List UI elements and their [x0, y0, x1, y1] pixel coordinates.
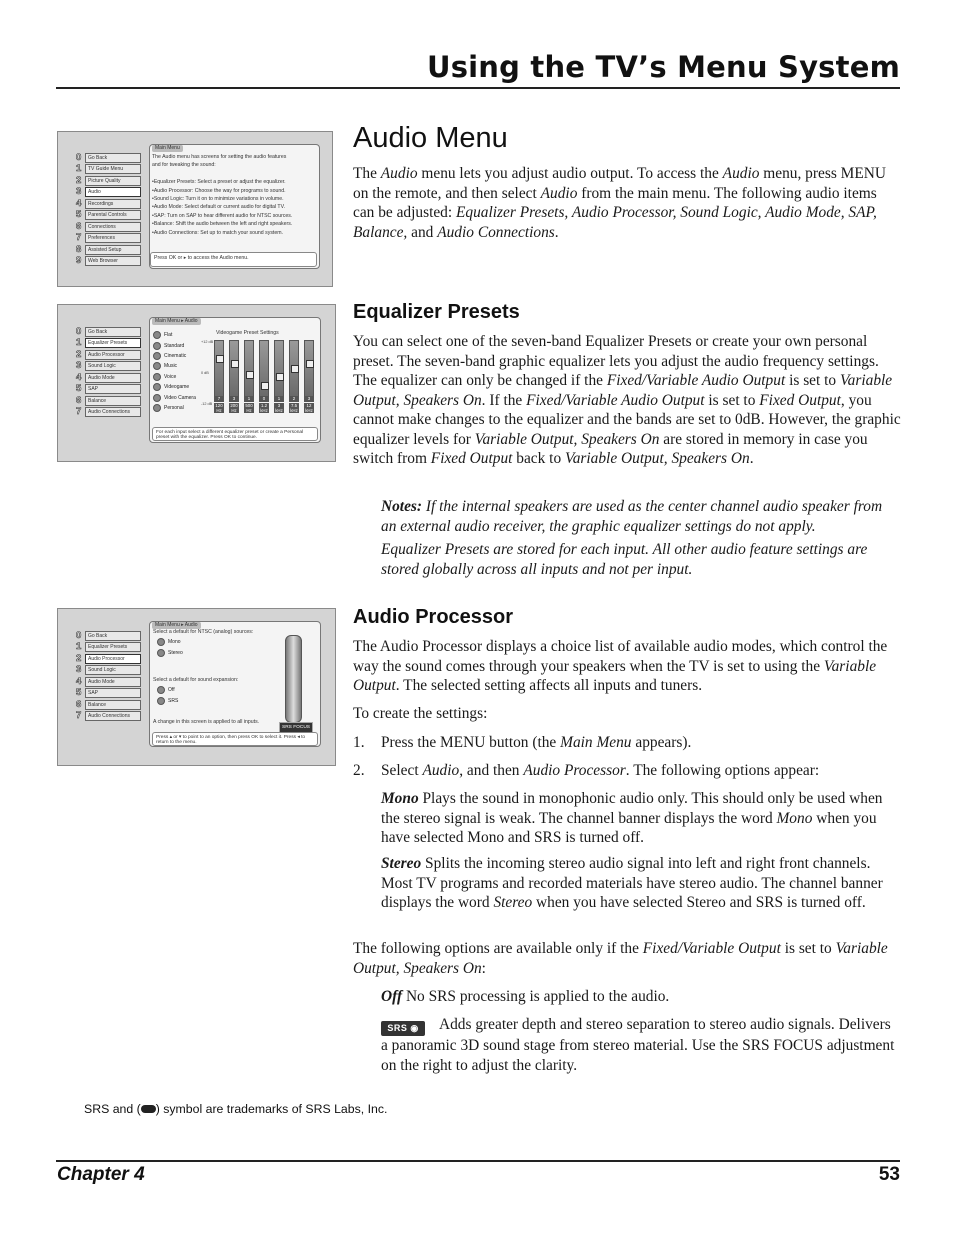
menu-item-number: 6	[76, 394, 82, 406]
main-menu-sidebar	[76, 152, 141, 267]
equalizer-screenshot	[57, 304, 336, 462]
text-run: Variable Output	[353, 657, 877, 694]
radio-icon	[153, 394, 161, 402]
description-line: The Audio menu has screens for setting the audio features	[152, 154, 287, 160]
menu-item-label: Audio Mode	[85, 677, 141, 687]
radio-option[interactable]	[153, 351, 196, 361]
menu-item-label: Parental Controls	[85, 210, 141, 220]
menu-item[interactable]	[76, 642, 141, 654]
menu-item-label: Sound Logic	[85, 665, 141, 675]
off-option	[381, 987, 901, 1007]
description-line	[152, 170, 317, 178]
menu-item-label: Audio Processor	[85, 654, 141, 664]
srs-symbol-icon	[141, 1105, 156, 1113]
audio-menu-heading: Audio Menu	[353, 122, 508, 154]
menu-item-label: Go Back	[85, 153, 141, 163]
menu-item-number: 5	[76, 687, 82, 699]
off-text: No SRS processing is applied to the audio.	[402, 988, 670, 1005]
eq-band-frequency: 3 kHz	[275, 403, 283, 413]
eq-band-slider[interactable]	[214, 340, 224, 402]
description-line: •Equalizer Presets: Select a preset or adjust the equalizer.	[152, 179, 286, 186]
description-line: •Audio Connections: Set up to match your sound system.	[152, 229, 283, 236]
menu-item-label: Connections	[85, 222, 141, 232]
text-run: Fixed/Variable Output	[642, 940, 781, 957]
description-line: •Audio Mode: Select default or current audio for digital TV.	[152, 204, 286, 211]
menu-item-label: Equalizer Presets	[85, 338, 141, 348]
note-1-text: If the internal speakers are used as the center channel audio speaker from an external audio receiver, the graphic equalizer settings do not apply.	[381, 498, 883, 535]
main-menu-screenshot	[57, 131, 333, 287]
radio-option[interactable]	[153, 361, 196, 371]
menu-item[interactable]	[76, 653, 141, 665]
audio-menu-intro	[353, 164, 901, 242]
text-run: when you have selected Stereo and SRS is turned off.	[532, 894, 866, 911]
text-run: back to	[512, 450, 566, 467]
eq-band-knob	[291, 365, 299, 373]
eq-band-knob	[261, 382, 269, 390]
eq-band-knob	[246, 371, 254, 379]
menu-item-number: 5	[76, 209, 82, 221]
menu-item-label: Balance	[85, 396, 141, 406]
text-run: Variable Output, Speakers On	[474, 430, 660, 448]
page-header-title: Using the TV’s Menu System	[426, 50, 900, 84]
radio-label: Stereo	[168, 649, 183, 656]
radio-label: Personal	[164, 404, 184, 411]
stereo-label: Stereo	[381, 855, 422, 872]
radio-option[interactable]	[157, 695, 178, 705]
db-label: +12 dB	[201, 340, 214, 344]
menu-item-label: Balance	[85, 700, 141, 710]
equalizer-note-1	[381, 497, 901, 536]
menu-item-label: Web Browser	[85, 256, 141, 266]
equalizer-preset-list	[153, 330, 196, 413]
menu-item-number: 6	[76, 698, 82, 710]
text-run: Variable Output, Speakers On	[353, 372, 893, 409]
chapter-label: Chapter 4	[57, 1164, 145, 1185]
menu-item[interactable]	[76, 372, 141, 384]
radio-label: Standard	[164, 342, 185, 349]
menu-item-number: 4	[76, 675, 82, 687]
menu-item-number: 2	[76, 652, 82, 664]
eq-band-frequency: 120 Hz	[215, 403, 223, 413]
menu-item-number: 0	[76, 151, 82, 163]
menu-item[interactable]	[76, 665, 141, 677]
radio-option[interactable]	[153, 392, 196, 402]
menu-item[interactable]	[76, 326, 141, 338]
menu-item[interactable]	[76, 175, 141, 187]
menu-item-label: Recordings	[85, 199, 141, 209]
eq-band-frequency: 12 kHz	[305, 403, 313, 413]
menu-item-label: Equalizer Presets	[85, 642, 141, 652]
menu-item-label: Audio Connections	[85, 407, 141, 417]
srs-focus-slider[interactable]	[285, 635, 302, 723]
eq-band-slider[interactable]	[244, 340, 254, 402]
menu-item-number: 1	[76, 163, 82, 175]
menu-item-label: Go Back	[85, 327, 141, 337]
eq-band-frequency: 7.5 kHz	[290, 403, 298, 413]
expansion-options	[157, 685, 178, 706]
text-run: , you cannot make changes to the equalizer and the bands are set to 0dB. However, the graphic equalizer levels for	[353, 391, 901, 448]
text-run: Audio Connections	[437, 223, 555, 241]
eq-band-slider[interactable]	[229, 340, 239, 402]
menu-item[interactable]	[76, 338, 141, 350]
off-label: Off	[381, 988, 403, 1005]
menu-item-number: 0	[76, 629, 82, 641]
equalizer-paragraph	[353, 332, 901, 469]
eq-band-value: 7	[214, 396, 224, 402]
audio-processor-window	[149, 621, 321, 747]
menu-item-number: 5	[76, 383, 82, 395]
audio-processor-heading: Audio Processor	[353, 606, 514, 628]
text-run: You can select one of the seven-band Equalizer Presets or create your own personal preset. The seven-band graphic equalizer lets you adjust the audio frequency settings. The equalizer can only be changed if the	[353, 333, 879, 389]
step-1-number: 1.	[353, 734, 365, 751]
srs-focus-label: SRS FOCUS	[279, 722, 313, 734]
eq-band-knob	[276, 373, 284, 381]
menu-item-label: Assisted Setup	[85, 245, 141, 255]
radio-label: Videogame	[164, 384, 190, 391]
menu-item[interactable]	[76, 164, 141, 176]
menu-item-number: 9	[76, 255, 82, 267]
description-line: •Sound Logic: Turn it on to minimize variations in volume.	[152, 196, 284, 203]
step-1	[353, 733, 901, 753]
equalizer-panel-title: Videogame Preset Settings	[216, 330, 279, 336]
menu-item[interactable]	[76, 688, 141, 700]
radio-option[interactable]	[157, 685, 178, 695]
radio-label: Flat	[164, 332, 173, 339]
text-run: Fixed/Variable Audio Output	[526, 391, 705, 409]
radio-option[interactable]	[157, 637, 183, 647]
eq-band-frequency: 1.2 kHz	[260, 403, 268, 413]
menu-item[interactable]	[76, 407, 141, 419]
radio-icon	[153, 342, 161, 350]
eq-band-value: 3	[304, 396, 314, 402]
text-run: is set to	[780, 940, 836, 957]
radio-option[interactable]	[153, 372, 196, 382]
menu-item[interactable]	[76, 384, 141, 396]
main-menu-footer: Press OK or ▸ to access the Audio menu.	[150, 252, 317, 267]
eq-band-value: 1	[244, 396, 254, 402]
radio-icon	[153, 383, 161, 391]
ntsc-options	[157, 637, 183, 658]
equalizer-sidebar	[76, 326, 141, 418]
eq-band-slider[interactable]	[304, 340, 314, 402]
text-run: appears).	[631, 734, 692, 751]
menu-item[interactable]	[76, 244, 141, 256]
text-run: are stored in memory in case you switch from	[353, 430, 868, 467]
menu-item-number: 2	[76, 174, 82, 186]
srs-logo-icon: SRS ◉	[381, 1021, 425, 1036]
radio-label: Video Camera	[164, 394, 196, 401]
eq-band-slider[interactable]	[289, 340, 299, 402]
menu-item-number: 3	[76, 664, 82, 676]
text-run: The	[353, 165, 381, 182]
radio-icon	[157, 638, 165, 646]
expansion-label: Select a default for sound expansion:	[153, 677, 239, 683]
text-run: Fixed Output	[759, 391, 841, 409]
trademark-note: SRS and ( ) symbol are trademarks of SRS Labs, Inc.	[84, 1102, 388, 1116]
text-run: . The following options appear:	[625, 762, 820, 779]
menu-item-label: Audio	[85, 187, 141, 197]
menu-item-number: 4	[76, 197, 82, 209]
text-run: Audio	[722, 165, 760, 182]
menu-item-label: Preferences	[85, 233, 141, 243]
eq-band-knob	[216, 355, 224, 363]
applied-note: A change in this screen is applied to all inputs.	[153, 719, 260, 725]
radio-icon	[153, 362, 161, 370]
srs-text: Adds greater depth and stereo separation to stereo audio signals. Delivers a panoramic 3D sound stage from stereo material. Use the SRS FOCUS adjustment on the right to adjust the clarity.	[381, 1016, 895, 1074]
text-run: Audio	[380, 165, 418, 182]
main-menu-description	[152, 153, 317, 237]
radio-label: Off	[168, 687, 175, 694]
menu-item[interactable]	[76, 256, 141, 268]
text-run: The following options are available only if the	[353, 940, 643, 957]
menu-item[interactable]	[76, 630, 141, 642]
menu-item-label: Picture Quality	[85, 176, 141, 186]
menu-item[interactable]	[76, 152, 141, 164]
main-menu-window	[149, 144, 320, 269]
step-2	[353, 761, 901, 781]
radio-label: Mono	[168, 639, 181, 646]
equalizer-heading: Equalizer Presets	[353, 301, 520, 323]
create-settings-text: To create the settings:	[353, 705, 488, 722]
radio-label: SRS	[168, 697, 179, 704]
menu-item-number: 7	[76, 232, 82, 244]
menu-item-label: SAP	[85, 688, 141, 698]
text-run: , and then	[459, 762, 524, 779]
eq-band-slider[interactable]	[259, 340, 269, 402]
menu-item-label: SAP	[85, 384, 141, 394]
menu-item-number: 3	[76, 186, 82, 198]
menu-item-number: 0	[76, 325, 82, 337]
text-run: . The selected setting affects all inputs and tuners.	[395, 677, 703, 694]
menu-item[interactable]	[76, 210, 141, 222]
text-run: menu lets you adjust audio output. To access the	[417, 165, 723, 182]
text-run: Audio Processor	[523, 762, 626, 779]
text-run: Variable Output, Speakers On	[565, 450, 750, 467]
radio-label: Music	[164, 363, 178, 370]
srs-option	[381, 1015, 901, 1075]
radio-option[interactable]	[153, 382, 196, 392]
db-label: -12 dB	[201, 402, 213, 406]
menu-item-number: 3	[76, 360, 82, 372]
equalizer-window	[149, 317, 321, 443]
menu-item[interactable]	[76, 198, 141, 210]
menu-item-number: 1	[76, 337, 82, 349]
text-run: Press the MENU button (the	[381, 734, 561, 751]
text-run: is set to	[704, 391, 760, 409]
radio-option[interactable]	[153, 330, 196, 340]
menu-item[interactable]	[76, 361, 141, 373]
menu-item[interactable]	[76, 187, 141, 199]
menu-item-number: 2	[76, 348, 82, 360]
text-run: Equalizer Presets, Audio Processor, Sound Logic, Audio Mode, SAP, Balance,	[353, 204, 877, 241]
mono-option	[381, 789, 901, 848]
radio-icon	[157, 649, 165, 657]
description-line: •Balance: Shift the audio between the left and right speakers.	[152, 221, 293, 228]
radio-option[interactable]	[153, 340, 196, 350]
menu-item-number: 4	[76, 371, 82, 383]
ntsc-label: Select a default for NTSC (analog) sources:	[153, 629, 254, 635]
radio-option[interactable]	[153, 403, 196, 413]
step-2-number: 2.	[353, 762, 365, 779]
radio-icon	[157, 686, 165, 694]
menu-item-label: Sound Logic	[85, 361, 141, 371]
equalizer-footer: For each input select a different equalizer preset or create a Personal preset with the equalizer. Press OK to continue.	[152, 427, 318, 441]
text-run: Main Menu	[560, 734, 632, 751]
stereo-option	[381, 854, 901, 913]
text-run: Stereo	[493, 894, 533, 911]
text-run: Select	[381, 762, 423, 779]
text-run: Plays the sound in monophonic audio only. This should only be used when the stereo signal is weak. The channel banner displays the word	[381, 790, 883, 827]
menu-item[interactable]	[76, 221, 141, 233]
radio-icon	[153, 352, 161, 360]
text-run: Fixed/Variable Audio Output	[606, 372, 786, 389]
text-run: .	[554, 223, 559, 241]
menu-item[interactable]	[76, 349, 141, 361]
text-run: menu, press MENU on the remote, and then select	[353, 165, 886, 202]
audio-processor-sidebar	[76, 630, 141, 722]
text-run: :	[481, 959, 486, 977]
audio-processor-screenshot	[57, 608, 336, 766]
menu-item[interactable]	[76, 233, 141, 245]
eq-band-value: 1	[274, 396, 284, 402]
text-run: from the main menu. The following audio items can be adjusted:	[353, 184, 877, 221]
menu-item-label: Audio Connections	[85, 711, 141, 721]
menu-item-label: Audio Mode	[85, 373, 141, 383]
audio-processor-paragraph	[353, 637, 901, 696]
description-line: and for tweaking the sound:	[152, 162, 216, 169]
text-run: and	[407, 223, 438, 241]
radio-icon	[153, 404, 161, 412]
text-run: Splits the incoming stereo audio signal into left and right front channels. Most TV programs and recorded materials have stereo audio. The channel banner displays the word	[381, 855, 883, 911]
menu-item-number: 7	[76, 406, 82, 418]
eq-band-frequency: 500 Hz	[245, 403, 253, 413]
text-run: Fixed Output	[430, 450, 513, 467]
audio-processor-footer: Press ▴ or ▾ to point to an option, then press OK to select it. Press ◂ to return to the menu.	[152, 732, 318, 746]
menu-item-number: 6	[76, 220, 82, 232]
eq-band-knob	[306, 360, 314, 368]
radio-icon	[153, 331, 161, 339]
eq-band-frequency: 200 Hz	[230, 403, 238, 413]
menu-item-label: Audio Processor	[85, 350, 141, 360]
menu-item[interactable]	[76, 676, 141, 688]
equalizer-window-title: Main Menu ▸ Audio	[152, 318, 201, 325]
footer-rule	[56, 1160, 900, 1162]
description-line: •SAP: Turn on SAP to hear different audio for NTSC sources.	[152, 212, 293, 219]
equalizer-bands	[214, 340, 320, 420]
menu-item-number: 8	[76, 243, 82, 255]
radio-icon	[153, 373, 161, 381]
text-run: The Audio Processor displays a choice list of available audio modes, which control the way the sound comes through your speakers when the TV is set to using the	[353, 638, 888, 675]
header-rule	[56, 87, 900, 89]
menu-item-number: 7	[76, 710, 82, 722]
text-run: Mono	[776, 809, 813, 827]
text-run: is set to	[785, 372, 840, 389]
text-run: when you have selected Mono and SRS is turned off.	[381, 809, 877, 846]
text-run: Audio	[540, 184, 578, 202]
menu-item[interactable]	[76, 699, 141, 711]
mono-label: Mono	[381, 790, 419, 807]
menu-item-number: 1	[76, 641, 82, 653]
description-line: •Audio Processor: Choose the way for programs to sound.	[152, 187, 286, 194]
text-run: Variable Output, Speakers On	[353, 940, 888, 977]
db-label: 0 dB	[201, 371, 209, 375]
page-number: 53	[878, 1164, 900, 1185]
eq-band-slider[interactable]	[274, 340, 284, 402]
radio-option[interactable]	[157, 647, 183, 657]
eq-band-value: 2	[289, 396, 299, 402]
audio-processor-window-title: Main Menu ▸ Audio	[152, 622, 201, 629]
text-run: .	[749, 450, 754, 467]
radio-label: Voice	[164, 373, 177, 380]
text-run: . If the	[481, 391, 527, 409]
eq-band-value: 0	[259, 396, 269, 402]
notes-label: Notes:	[381, 498, 423, 515]
text-run: Audio	[422, 762, 460, 779]
eq-band-knob	[231, 360, 239, 368]
menu-item[interactable]	[76, 395, 141, 407]
equalizer-note-2: Equalizer Presets are stored for each input. All other audio feature settings are stored globally across all inputs and not per input.	[381, 541, 868, 578]
radio-label: Cinematic	[164, 352, 187, 359]
main-menu-window-title: Main Menu	[152, 145, 183, 152]
menu-item-label: TV Guide Menu	[85, 164, 141, 174]
radio-icon	[157, 697, 165, 705]
menu-item-label: Go Back	[85, 631, 141, 641]
following-options-text	[353, 939, 901, 978]
menu-item[interactable]	[76, 711, 141, 723]
eq-band-value: 3	[229, 396, 239, 402]
